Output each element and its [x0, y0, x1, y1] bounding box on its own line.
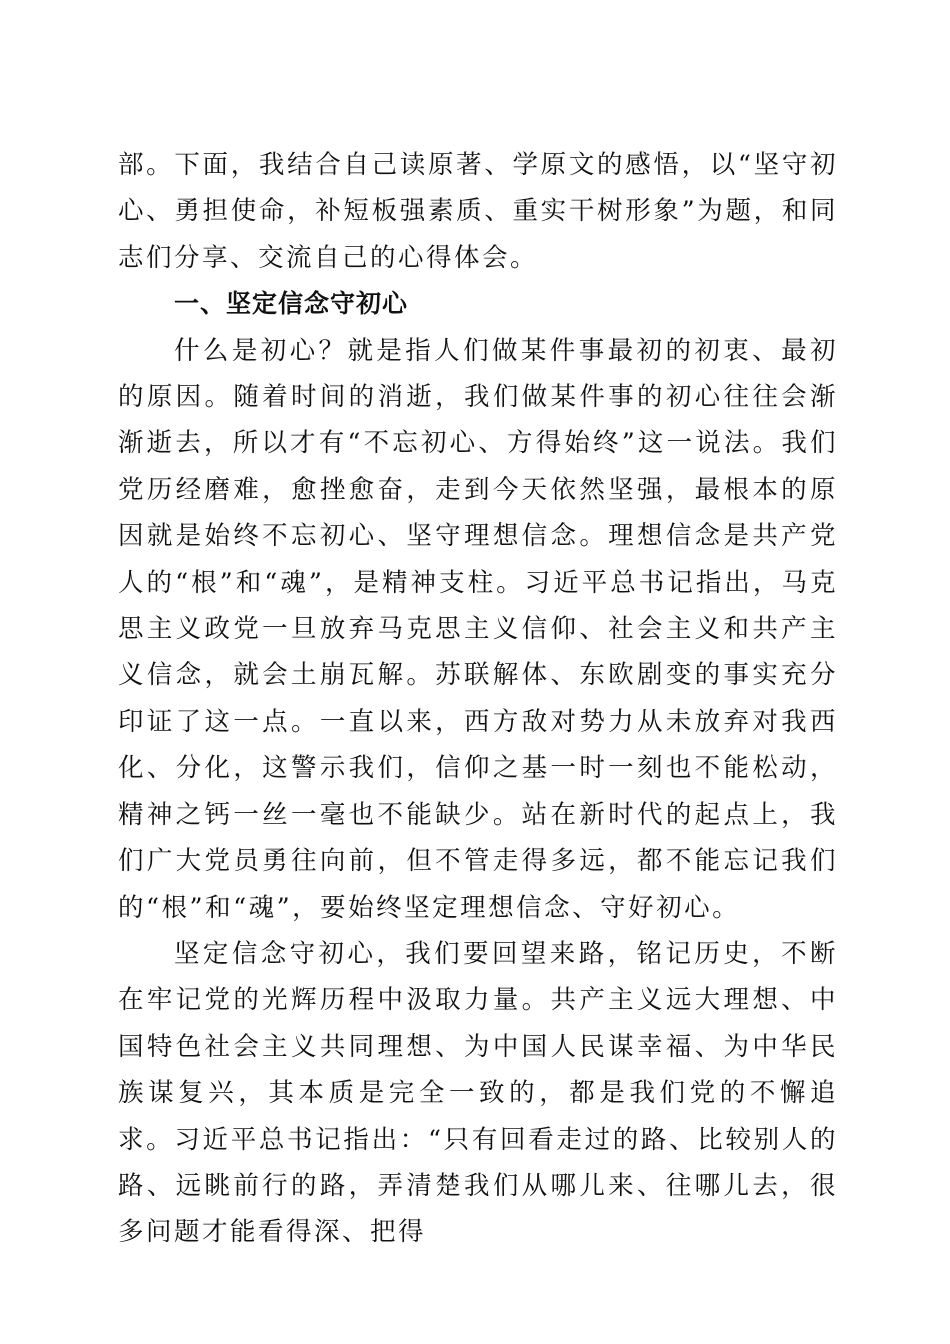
paragraph-continuation: 部。下面，我结合自己读原著、学原文的感悟，以“坚守初心、勇担使命，补短板强素质、重实干树形象”为题，和同志们分享、交流自己的心得体会。	[118, 150, 838, 273]
document-body	[118, 142, 838, 1256]
paragraph-look-back-history: 坚定信念守初心，我们要回望来路，铭记历史，不断在牢记党的光辉历程中汲取力量。共产主义远大理想、中国特色社会主义共同理想、为中国人民谋幸福、为中华民族谋复兴，其本质是完全一致的，都是我们党的不懈追求。习近平总书记指出：“只有回看走过的路、比较别人的路、远眺前行的路，弄清楚我们从哪儿来、往哪儿去，很多问题才能看得深、把得	[118, 938, 838, 1248]
section-heading: 一、坚定信念守初心	[174, 289, 409, 319]
paragraph-what-is-original-aspiration: 什么是初心？就是指人们做某件事最初的初衷、最初的原因。随着时间的消逝，我们做某件事的初心往往会渐渐逝去，所以才有“不忘初心、方得始终”这一说法。我们党历经磨难，愈挫愈奋，走到今天依然坚强，最根本的原因就是始终不忘初心、坚守理想信念。理想信念是共产党人的“根”和“魂”，是精神支柱。习近平总书记指出，马克思主义政党一旦放弃马克思主义信仰、社会主义和共产主义信念，就会土崩瓦解。苏联解体、东欧剧变的事实充分印证了这一点。一直以来，西方敌对势力从未放弃对我西化、分化，这警示我们，信仰之基一时一刻也不能松动，精神之钙一丝一毫也不能缺少。站在新时代的起点上，我们广大党员勇往向前，但不管走得多远，都不能忘记我们的“根”和“魂”，要始终坚定理想信念、守好初心。	[118, 335, 838, 923]
